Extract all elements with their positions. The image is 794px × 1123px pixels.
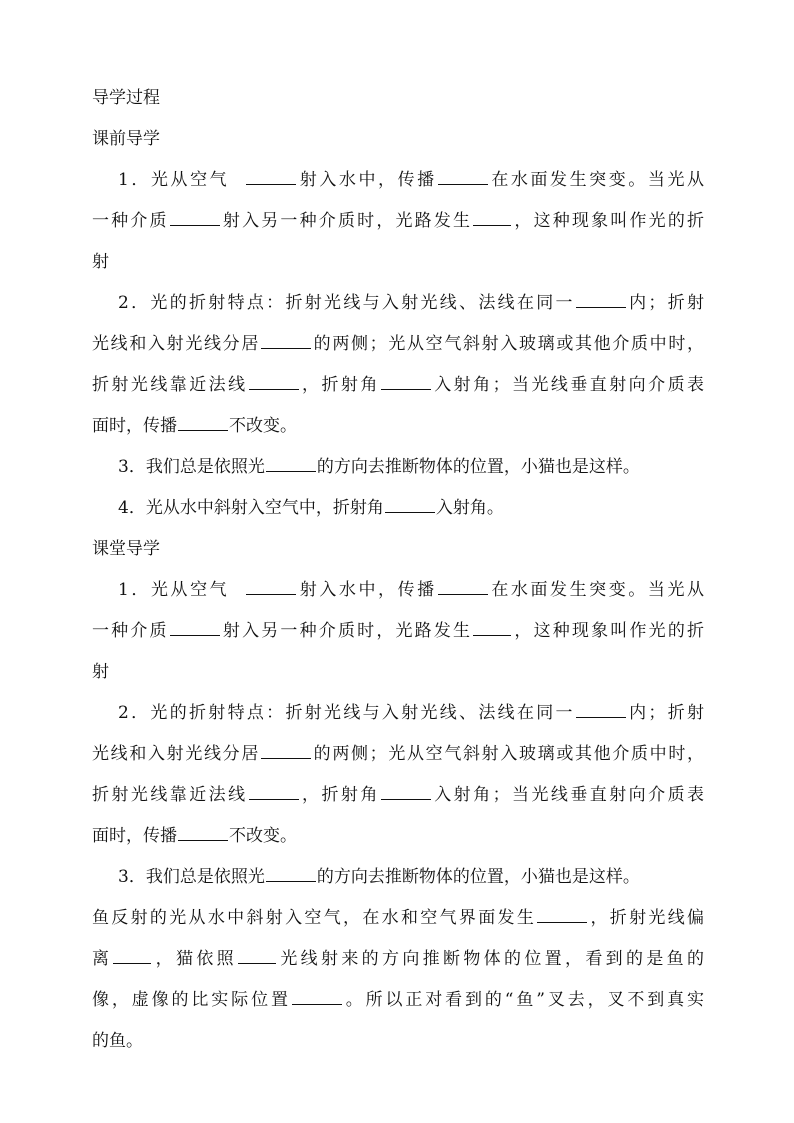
in-q1-line3: 射 bbox=[92, 662, 109, 682]
answer-blank[interactable] bbox=[170, 209, 220, 226]
answer-blank[interactable] bbox=[438, 168, 488, 185]
pre-q1-line2: 一种介质 射入另一种介质时，光路发生 ，这种现象叫作光的折 bbox=[92, 211, 705, 231]
in-q1-line2: 一种介质 射入另一种介质时，光路发生 ，这种现象叫作光的折 bbox=[92, 621, 705, 641]
in-q1-line1: 1．光从空气 射入水中，传播 在水面发生突变。当光从 bbox=[118, 580, 705, 600]
answer-blank[interactable] bbox=[113, 947, 151, 964]
pre-q4-line1: 4．光从水中斜射入空气中，折射角 入射角。 bbox=[118, 498, 504, 518]
answer-blank[interactable] bbox=[246, 578, 296, 595]
answer-blank[interactable] bbox=[266, 865, 316, 882]
answer-blank[interactable] bbox=[537, 906, 587, 923]
answer-blank[interactable] bbox=[385, 496, 435, 513]
answer-blank[interactable] bbox=[170, 619, 220, 636]
in-q3-line5: 的鱼。 bbox=[92, 1031, 143, 1051]
answer-blank[interactable] bbox=[178, 824, 228, 841]
in-q3-line4: 像，虚像的比实际位置 。所以正对看到的“鱼”叉去，叉不到真实 bbox=[92, 990, 705, 1010]
in-q2-line1: 2．光的折射特点：折射光线与入射光线、法线在同一 内；折射 bbox=[118, 703, 704, 723]
answer-blank[interactable] bbox=[576, 291, 626, 308]
pre-q1-line1: 1．光从空气 射入水中，传播 在水面发生突变。当光从 bbox=[118, 170, 705, 190]
answer-blank[interactable] bbox=[246, 168, 296, 185]
pre-q2-line2: 光线和入射光线分居 的两侧；光从空气斜射入玻璃或其他介质中时， bbox=[92, 334, 704, 354]
answer-blank[interactable] bbox=[381, 783, 431, 800]
answer-blank[interactable] bbox=[249, 783, 299, 800]
answer-blank[interactable] bbox=[238, 947, 276, 964]
section-pre-class: 课前导学 bbox=[92, 129, 160, 149]
answer-blank[interactable] bbox=[261, 742, 311, 759]
answer-blank[interactable] bbox=[473, 209, 511, 226]
section-title: 导学过程 bbox=[92, 88, 160, 108]
in-q2-line2: 光线和入射光线分居 的两侧；光从空气斜射入玻璃或其他介质中时， bbox=[92, 744, 704, 764]
answer-blank[interactable] bbox=[381, 373, 431, 390]
pre-q1-line3: 射 bbox=[92, 252, 109, 272]
answer-blank[interactable] bbox=[576, 701, 626, 718]
answer-blank[interactable] bbox=[292, 988, 342, 1005]
answer-blank[interactable] bbox=[438, 578, 488, 595]
section-in-class: 课堂导学 bbox=[92, 539, 160, 559]
pre-q2-line3: 折射光线靠近法线 ，折射角 入射角；当光线垂直射向介质表 bbox=[92, 375, 705, 395]
pre-q2-line4: 面时，传播 不改变。 bbox=[92, 416, 297, 436]
in-q2-line4: 面时，传播 不改变。 bbox=[92, 826, 297, 846]
answer-blank[interactable] bbox=[261, 332, 311, 349]
answer-blank[interactable] bbox=[473, 619, 511, 636]
in-q2-line3: 折射光线靠近法线 ，折射角 入射角；当光线垂直射向介质表 bbox=[92, 785, 705, 805]
answer-blank[interactable] bbox=[178, 414, 228, 431]
in-q3-line2: 鱼反射的光从水中斜射入空气，在水和空气界面发生 ，折射光线偏 bbox=[92, 908, 705, 928]
answer-blank[interactable] bbox=[266, 455, 316, 472]
answer-blank[interactable] bbox=[249, 373, 299, 390]
in-q3-line3: 离 ，猫依照 光线射来的方向推断物体的位置，看到的是鱼的 bbox=[92, 949, 705, 969]
pre-q2-line1: 2．光的折射特点：折射光线与入射光线、法线在同一 内；折射 bbox=[118, 293, 704, 313]
pre-q3-line1: 3．我们总是依照光 的方向去推断物体的位置，小猫也是这样。 bbox=[118, 457, 640, 477]
in-q3-line1: 3．我们总是依照光 的方向去推断物体的位置，小猫也是这样。 bbox=[118, 867, 640, 887]
